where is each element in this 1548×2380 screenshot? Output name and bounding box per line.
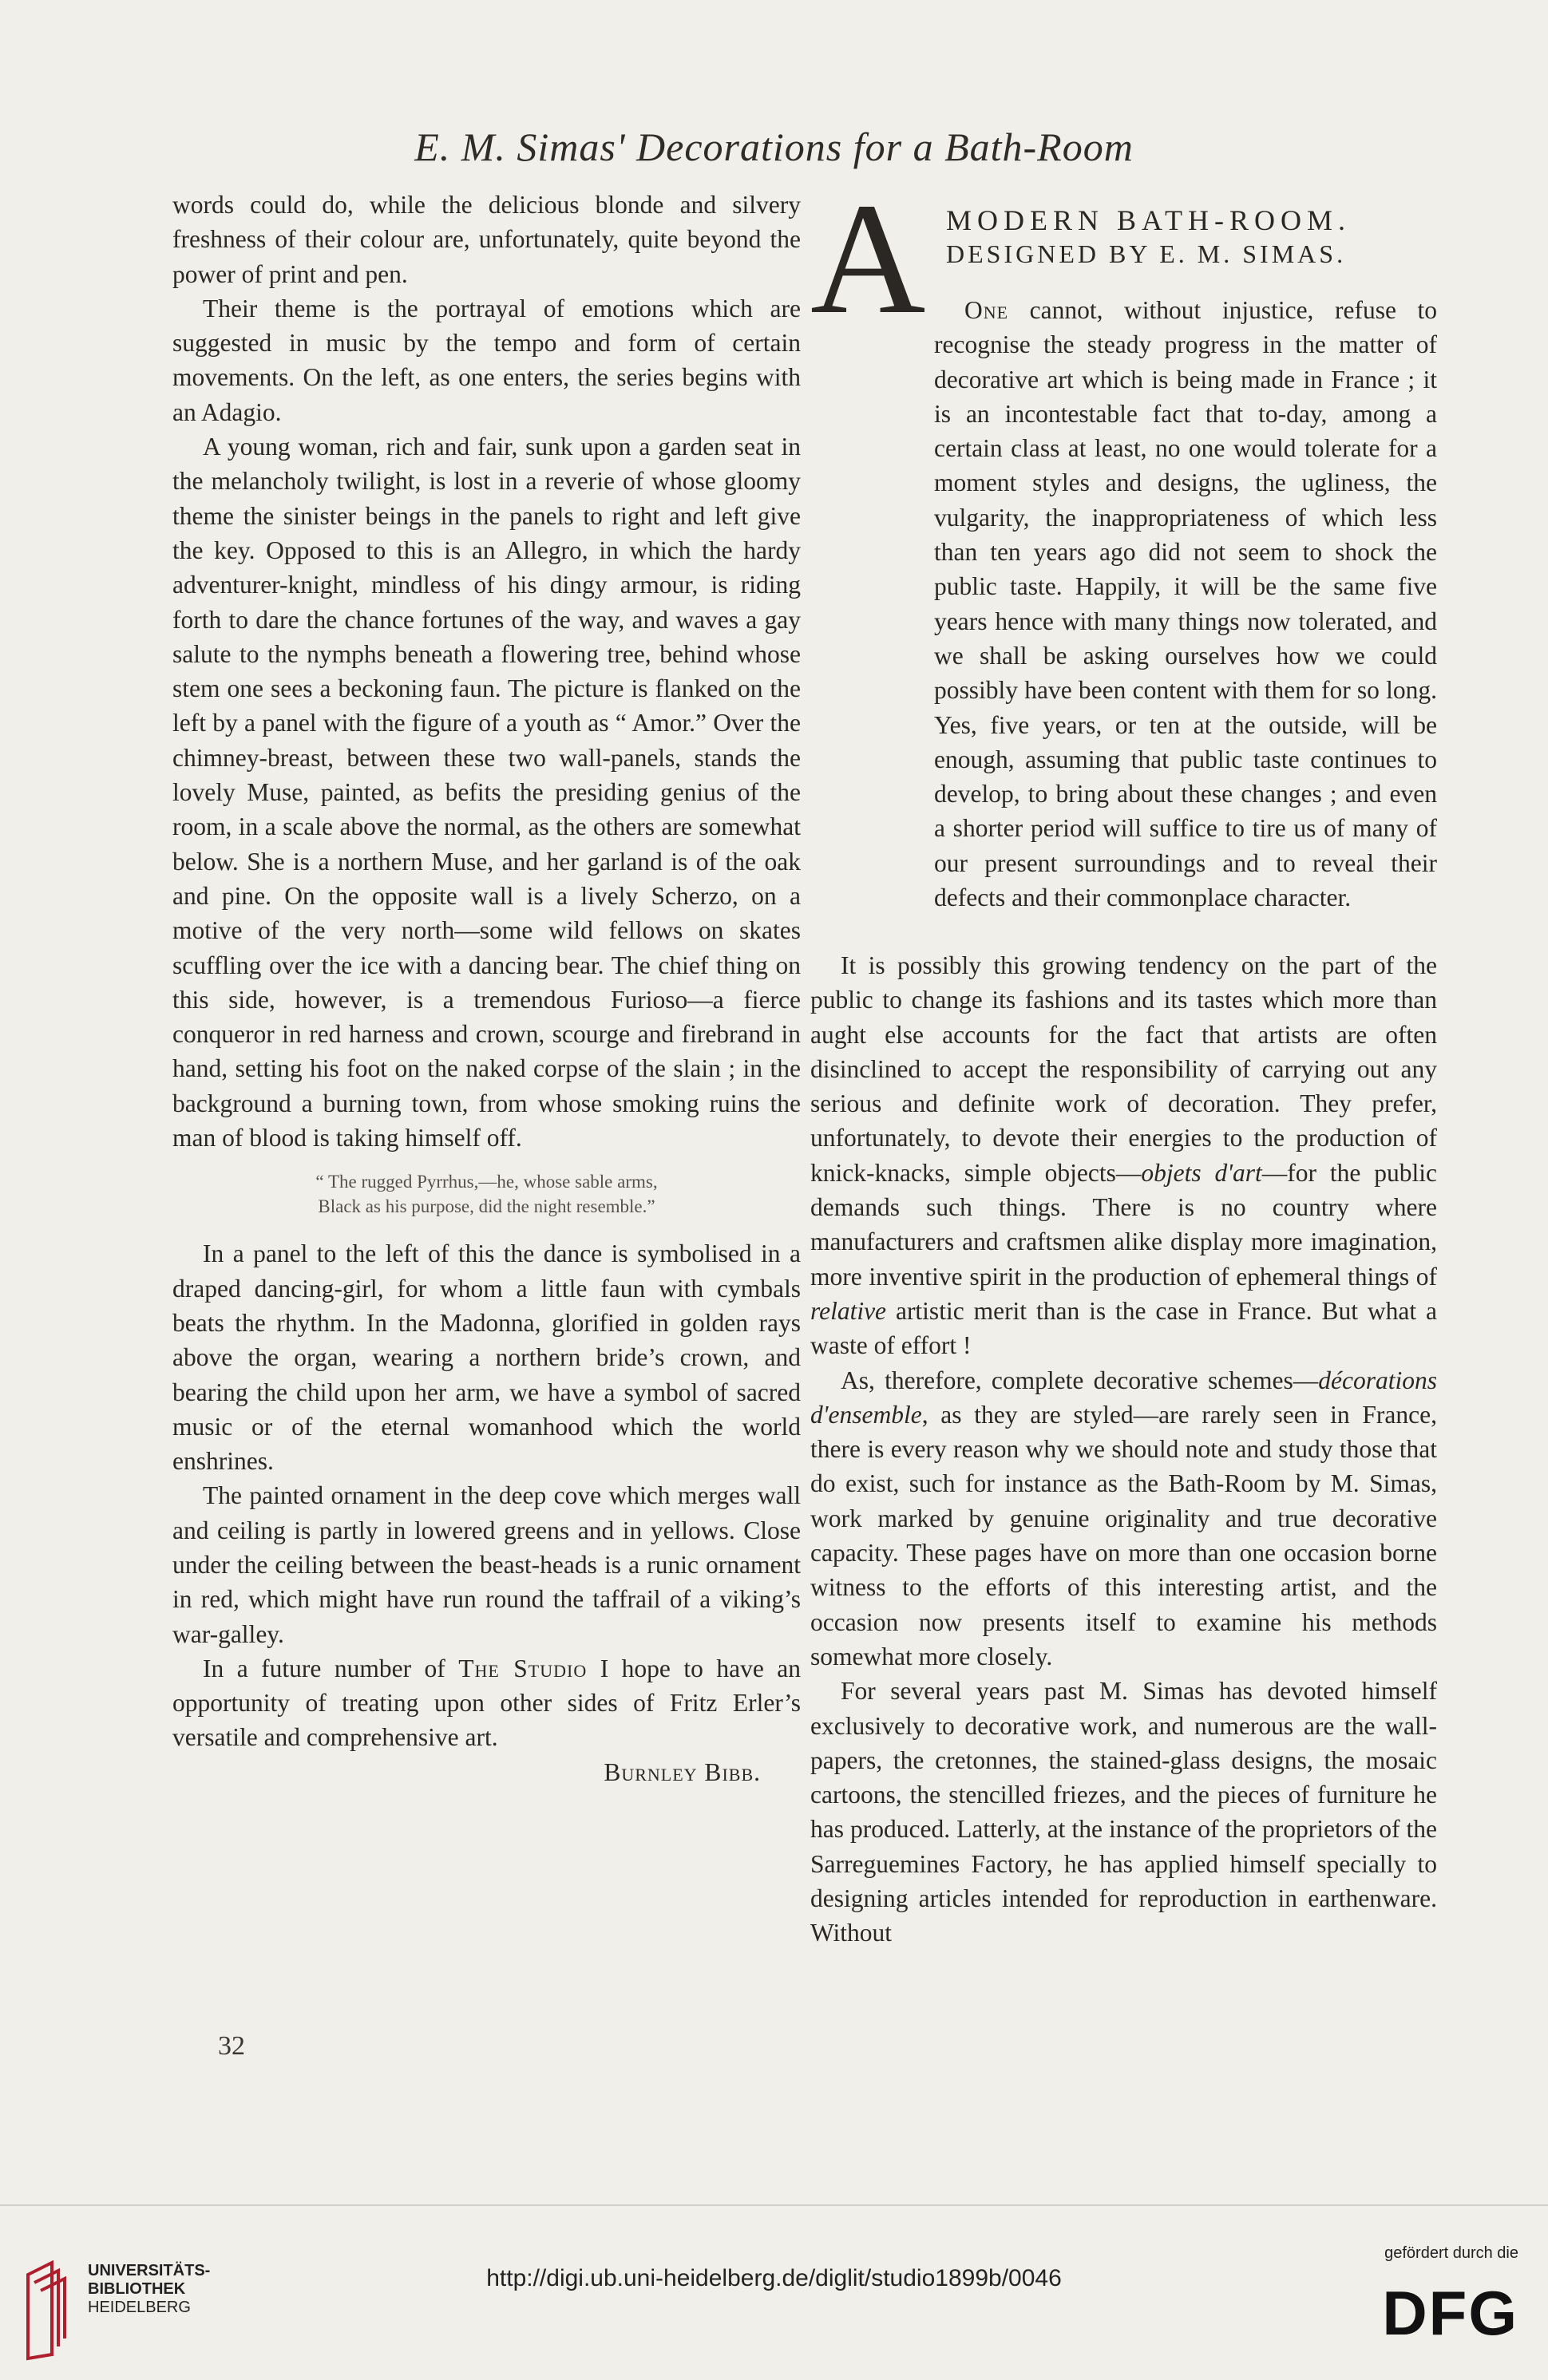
- right-column-continued: [810, 948, 1437, 1951]
- source-url-link[interactable]: http://digi.ub.uni-heidelberg.de/diglit/studio1899b/0046: [486, 2265, 1062, 2291]
- article-byline: DESIGNED BY E. M. SIMAS.: [946, 239, 1347, 268]
- paragraph: One cannot, without injustice, refuse to recognise the steady progress in the matter of decorative art which is being made in France ; it is an incontestable fact that to-day, among a certain class at least, no one would tolerate for a moment styles and designs, the ugliness, the vulgarity, the inappropriateness of which less than ten years ago did not seem to shock the public taste. Happily, it will be the same five years hence with many things now tolerated, and we shall be asking ourselves how we could possibly have been content with them for so long. Yes, five years, or ten at the outside, will be enough, assuming that public taste continues to develop, to bring about these changes ; and even a shorter period will suffice to tire us of many of our present surroundings and to reveal their defects and their commonplace character.: [934, 296, 1437, 912]
- drop-cap: A: [810, 171, 926, 347]
- funding-note: gefördert durch die: [1384, 2244, 1518, 2262]
- running-head: E. M. Simas' Decorations for a Bath-Room: [414, 125, 1134, 169]
- left-column: [172, 188, 801, 1789]
- page-number: 32: [218, 2031, 245, 2061]
- author-signature: Burnley Bibb.: [604, 1757, 761, 1786]
- paragraph: Their theme is the portrayal of emotions which are suggested in music by the tempo and form of certain movements. On the left, as one enters, the series begins with an Adagio.: [172, 294, 801, 426]
- footer-divider: [0, 2204, 1548, 2206]
- paragraph: In a future number of The Studio I hope to have an opportunity of treating upon other sides of Fritz Erler’s versatile and comprehensive art.: [172, 1654, 801, 1752]
- paragraph: It is possibly this growing tendency on the part of the public to change its fashions and its tastes which more than aught else accounts for the fact that artists are often disinclined to accept the responsibility of carrying out any serious and definite work of decoration. They prefer, unfortunately, to devote their energies to the production of knick-knacks, simple objects—objets d'art—for the public demands such things. There is no country where manufacturers and craftsmen alike display more imagination, more inventive spirit in the production of ephemeral things of relative artistic merit than is the case in France. But what a waste of effort !: [810, 951, 1437, 1360]
- paragraph: In a panel to the left of this the dance is symbolised in a draped dancing-girl, for whom a little faun with cymbals beats the rhythm. In the Madonna, glorified in golden rays above the organ, wearing a northern bride’s crown, and bearing the child upon her arm, we have a symbol of sacred music or of the eternal womanhood which the world enshrines.: [172, 1239, 801, 1476]
- quote-line: “ The rugged Pyrrhus,—he, whose sable arms,: [315, 1172, 658, 1192]
- paragraph: For several years past M. Simas has devoted himself exclusively to decorative work, and numerous are the wall-papers, the cretonnes, the stained-glass designs, the mosaic cartoons, the stencilled friezes, and the pieces of furniture he has produced. Latterly, at the instance of the proprietors of the Sarreguemines Factory, he has applied himself specially to designing articles intended for reproduction in earthenware. Without: [810, 1677, 1437, 1947]
- paragraph: As, therefore, complete decorative schemes—décorations d'ensemble, as they are styled—are rarely seen in France, there is every reason why we should note and study those that do exist, such for instance as the Bath-Room by M. Simas, work marked by genuine originality and true decorative capacity. These pages have on more than one occasion borne witness to the efforts of this interesting artist, and the occasion now presents itself to examine his methods somewhat more closely.: [810, 1366, 1437, 1670]
- article-title: MODERN BATH-ROOM.: [946, 204, 1352, 236]
- paragraph: A young woman, rich and fair, sunk upon a garden seat in the melancholy twilight, is lost in a reverie of whose gloomy theme the sinister beings in the panels to right and left give the key. Opposed to this is an Allegro, in which the hardy adventurer-knight, mindless of his dingy armour, is riding forth to dare the chance fortunes of the way, and waves a gay salute to the nymphs beneath a flowering tree, behind whose stem one sees a beckoning faun. The picture is flanked on the left by a panel with the figure of a youth as “ Amor.” Over the chimney-breast, between these two wall-panels, stands the lovely Muse, painted, as befits the presiding genius of the room, in a scale above the normal, as the others are somewhat below. She is a northern Muse, and her garland is of the oak and pine. On the opposite wall is a lively Scherzo, on a motive of the very north—some wild fellows on skates scuffling over the ice with a dancing bear. The chief thing on this side, however, is a tremendous Furioso—a fierce conqueror in red harness and crown, scourge and firebrand in hand, setting his foot on the naked corpse of the slain ; in the background a burning town, from whose smoking ruins the man of blood is taking himself off.: [172, 433, 801, 1152]
- block-quote: [172, 1169, 801, 1219]
- dfg-logo: DFG: [1382, 2278, 1518, 2348]
- magazine-name: The Studio: [458, 1654, 588, 1682]
- article-title-block: [810, 171, 1437, 912]
- paragraph: words could do, while the delicious blonde and silvery freshness of their colour are, unfortunately, quite beyond the power of print and pen.: [172, 191, 801, 288]
- quote-line: Black as his purpose, did the night resemble.”: [318, 1196, 655, 1217]
- paragraph: The painted ornament in the deep cove which merges wall and ceiling is partly in lowered greens and in yellows. Close under the ceiling between the beast-heads is a runic ornament in red, which might have run round the taffrail of a viking’s war-galley.: [172, 1481, 801, 1648]
- right-column: [810, 171, 1437, 912]
- library-name: UNIVERSITÄTS- BIBLIOTHEK HEIDELBERG: [88, 2262, 211, 2316]
